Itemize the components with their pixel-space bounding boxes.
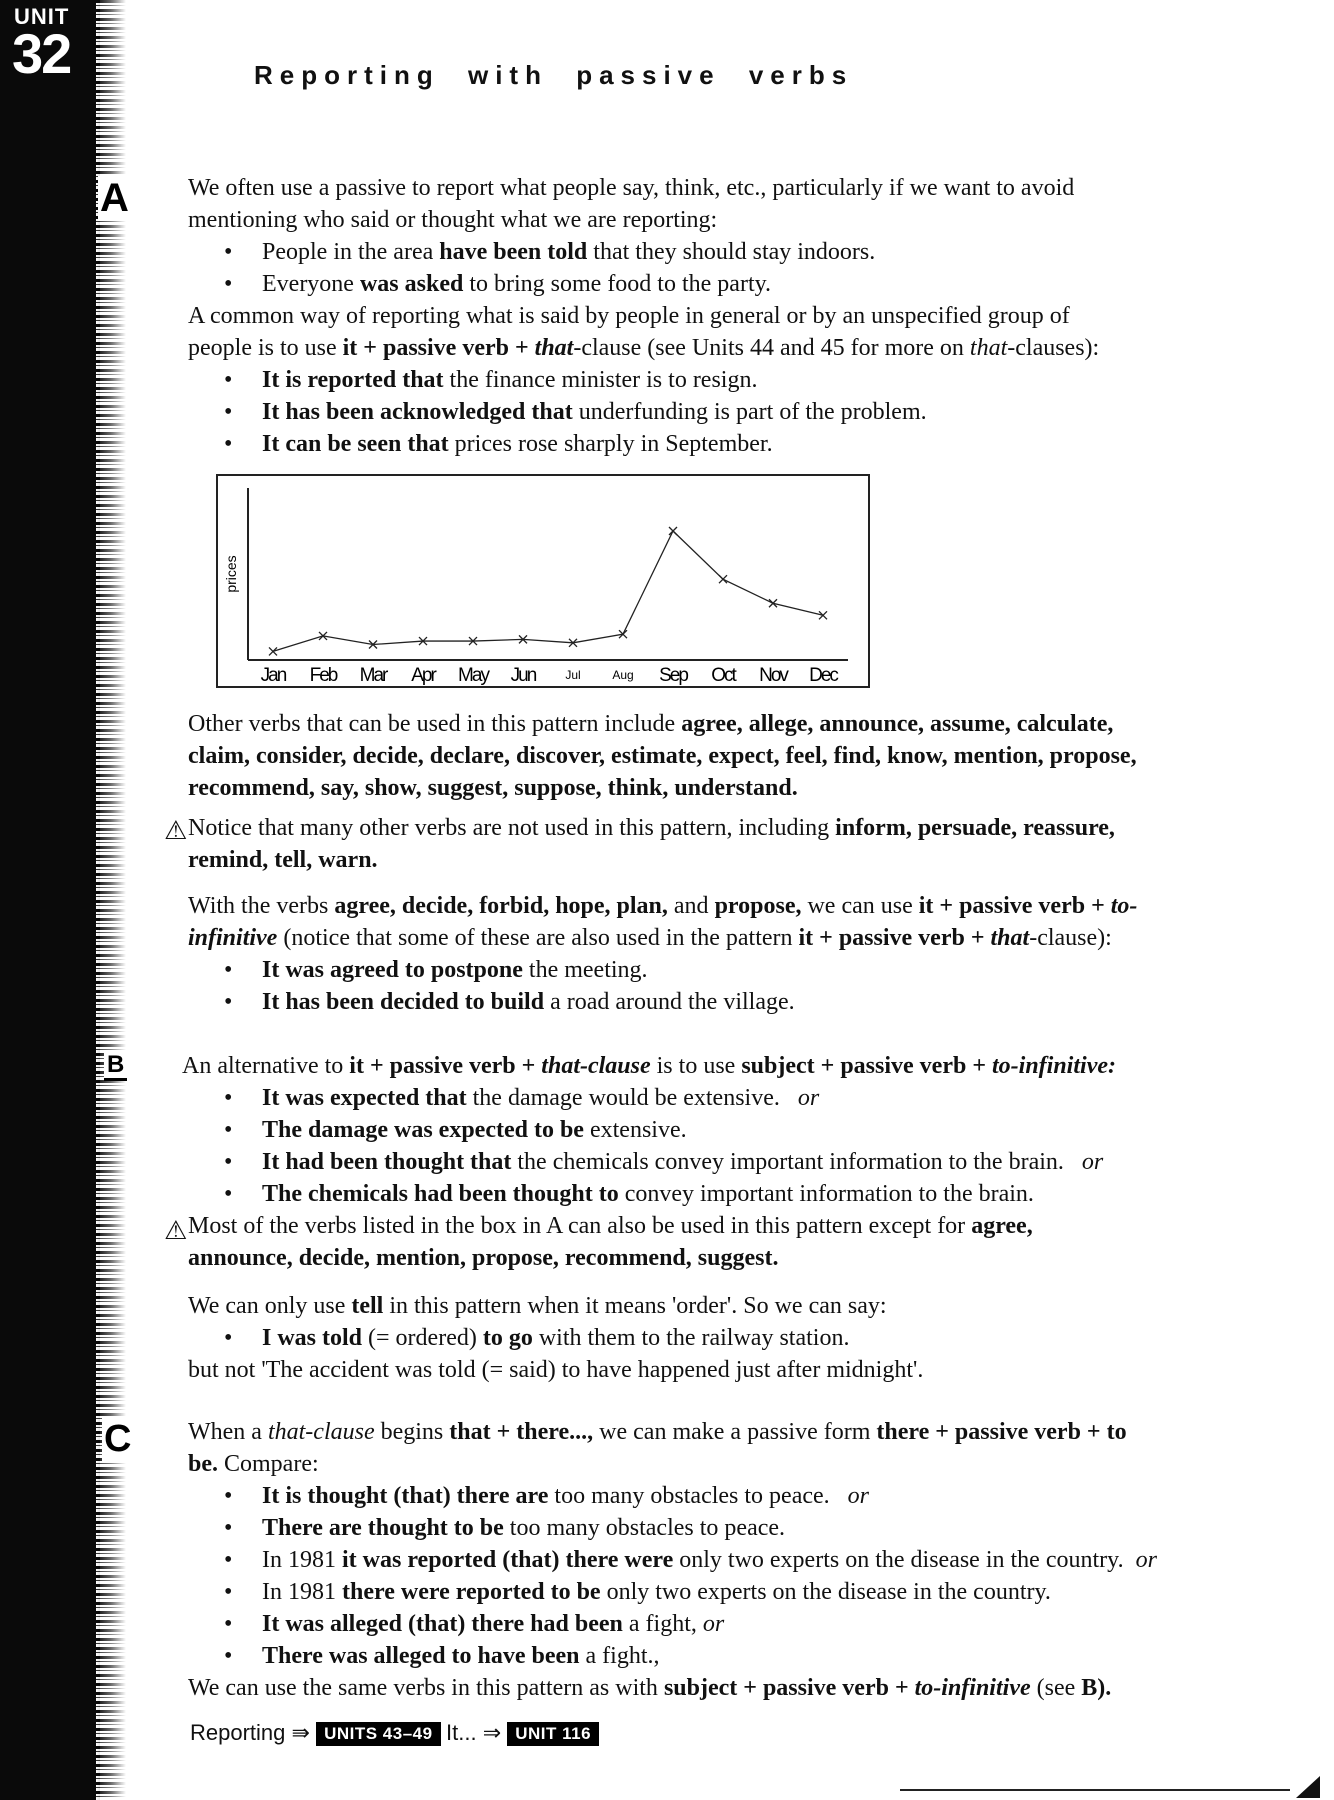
a-common-line2: people is to use it + passive verb + that-clause (see Units 44 and 45 for more on that-clauses): — [188, 335, 1100, 361]
a-common-line1: A common way of reporting what is said by people in general or by an unspecified group of — [188, 303, 1070, 329]
a-example-2: • Everyone was asked to bring some food to the party. — [226, 268, 771, 300]
b-most-verbs-line2: announce, decide, mention, propose, recommend, suggest. — [188, 1245, 779, 1271]
a-example-4: • It has been acknowledged that underfunding is part of the problem. — [226, 396, 927, 428]
b-tell-note: We can only use tell in this pattern when it means 'order'. So we can say: — [188, 1293, 887, 1319]
a-example-5: • It can be seen that prices rose sharply in September. — [226, 428, 773, 460]
unit-sidebar — [0, 0, 120, 1800]
unit-number: 32 — [12, 22, 71, 85]
a-example-3: • It is reported that the finance minister is to resign. — [226, 364, 757, 396]
data-point-oct — [719, 575, 727, 583]
b-example-3: • It had been thought that the chemicals convey important information to the brain. or — [226, 1146, 1103, 1178]
b-most-verbs-line1: Most of the verbs listed in the box in A can also be used in this pattern except for agree, — [188, 1213, 1033, 1239]
b-example-2: • The damage was expected to be extensive. — [226, 1114, 687, 1146]
x-tick-label-feb: Feb — [309, 665, 337, 686]
c-example-3: • In 1981 it was reported (that) there were only two experts on the disease in the country. or — [226, 1544, 1157, 1576]
footer-it-label: It... — [446, 1720, 477, 1745]
sidebar-edge — [96, 0, 126, 1800]
warning-icon: ⚠ — [164, 1216, 188, 1246]
data-point-nov — [769, 599, 777, 607]
a-intro-line1: We often use a passive to report what people say, think, etc., particularly if we want to avoid — [188, 175, 1075, 201]
footer-it-reference — [446, 1720, 599, 1746]
a-notice-line1: Notice that many other verbs are not used in this pattern, including inform, persuade, reassure, — [188, 815, 1115, 841]
corner-mark — [1288, 1776, 1320, 1798]
it-unit-link[interactable]: UNIT 116 — [507, 1722, 599, 1746]
sidebar-band — [0, 0, 100, 1800]
a-with-verbs-line2: infinitive (notice that some of these are also used in the pattern it + passive verb + that-clause): — [188, 925, 1112, 951]
b-intro: An alternative to it + passive verb + that-clause is to use subject + passive verb + to-infinitive: — [182, 1053, 1116, 1079]
b-but-not: but not 'The accident was told (= said) to have happened just after midnight'. — [188, 1357, 924, 1383]
c-example-6: • There was alleged to have been a fight., — [226, 1640, 660, 1672]
x-tick-label-jan: Jan — [260, 665, 286, 686]
section-b-marker: B — [104, 1052, 127, 1081]
c-example-5: • It was alleged (that) there had been a fight, or — [226, 1608, 724, 1640]
a-other-verbs-line2: claim, consider, decide, declare, discover, estimate, expect, feel, find, know, mention, propose, — [188, 743, 1137, 769]
c-example-2: • There are thought to be too many obstacles to peace. — [226, 1512, 785, 1544]
x-tick-label-nov: Nov — [759, 665, 787, 686]
x-tick-label-sep: Sep — [659, 665, 687, 686]
c-intro-line2: be. Compare: — [188, 1451, 319, 1477]
price-chart — [216, 474, 870, 688]
x-tick-label-may: May — [458, 665, 488, 686]
data-point-sep — [669, 527, 677, 535]
arrow-icon: ⇒ — [482, 1720, 502, 1745]
price-series-line — [273, 531, 823, 651]
page-title: Reporting with passive verbs — [254, 60, 854, 90]
c-intro-line1: When a that-clause begins that + there..., we can make a passive form there + passive verb + to — [188, 1419, 1127, 1445]
section-c-marker: C — [104, 1418, 132, 1460]
a-other-verbs-line3: recommend, say, show, suggest, suppose, think, understand. — [188, 775, 798, 801]
footer-reporting-label: Reporting — [190, 1720, 286, 1745]
data-point-dec — [819, 611, 827, 619]
unit-label: UNIT — [14, 4, 70, 29]
a-example-1: • People in the area have been told that they should stay indoors. — [226, 236, 875, 268]
warning-icon: ⚠ — [164, 816, 188, 846]
b-example-1: • It was expected that the damage would be extensive. or — [226, 1082, 819, 1114]
price-chart-svg — [218, 476, 868, 686]
x-tick-label-oct: Oct — [711, 665, 735, 686]
x-tick-label-jun: Jun — [510, 665, 536, 686]
a-example-6: • It was agreed to postpone the meeting. — [226, 954, 648, 986]
x-tick-label-aug: Aug — [612, 668, 634, 682]
a-with-verbs-line1: With the verbs agree, decide, forbid, hope, plan, and propose, we can use it + passive verb + to- — [188, 893, 1138, 919]
section-a-marker: A — [100, 176, 129, 220]
footer-reporting-reference — [190, 1720, 441, 1746]
a-other-verbs-line1: Other verbs that can be used in this pattern include agree, allege, announce, assume, calculate, — [188, 711, 1114, 737]
b-example-4: • The chemicals had been thought to convey important information to the brain. — [226, 1178, 1034, 1210]
bottom-rule — [900, 1789, 1290, 1791]
c-final-note: We can use the same verbs in this pattern as with subject + passive verb + to-infinitive (see B). — [188, 1675, 1112, 1701]
x-tick-label-dec: Dec — [809, 665, 837, 686]
data-point-jan — [269, 647, 277, 655]
a-intro-line2: mentioning who said or thought what we are reporting: — [188, 207, 718, 233]
a-example-7: • It has been decided to build a road around the village. — [226, 986, 795, 1018]
a-notice-line2: remind, tell, warn. — [188, 847, 378, 873]
arrow-icon: ⇛ — [291, 1720, 310, 1745]
x-tick-label-jul: Jul — [565, 668, 581, 682]
reporting-units-link[interactable]: UNITS 43–49 — [316, 1722, 441, 1746]
y-axis-label: prices — [223, 555, 239, 593]
c-example-4: • In 1981 there were reported to be only two experts on the disease in the country. — [226, 1576, 1051, 1608]
x-tick-label-apr: Apr — [411, 665, 435, 686]
c-example-1: • It is thought (that) there are too many obstacles to peace. or — [226, 1480, 869, 1512]
x-tick-label-mar: Mar — [359, 665, 387, 686]
b-example-5: • I was told (= ordered) to go with them to the railway station. — [226, 1322, 849, 1354]
